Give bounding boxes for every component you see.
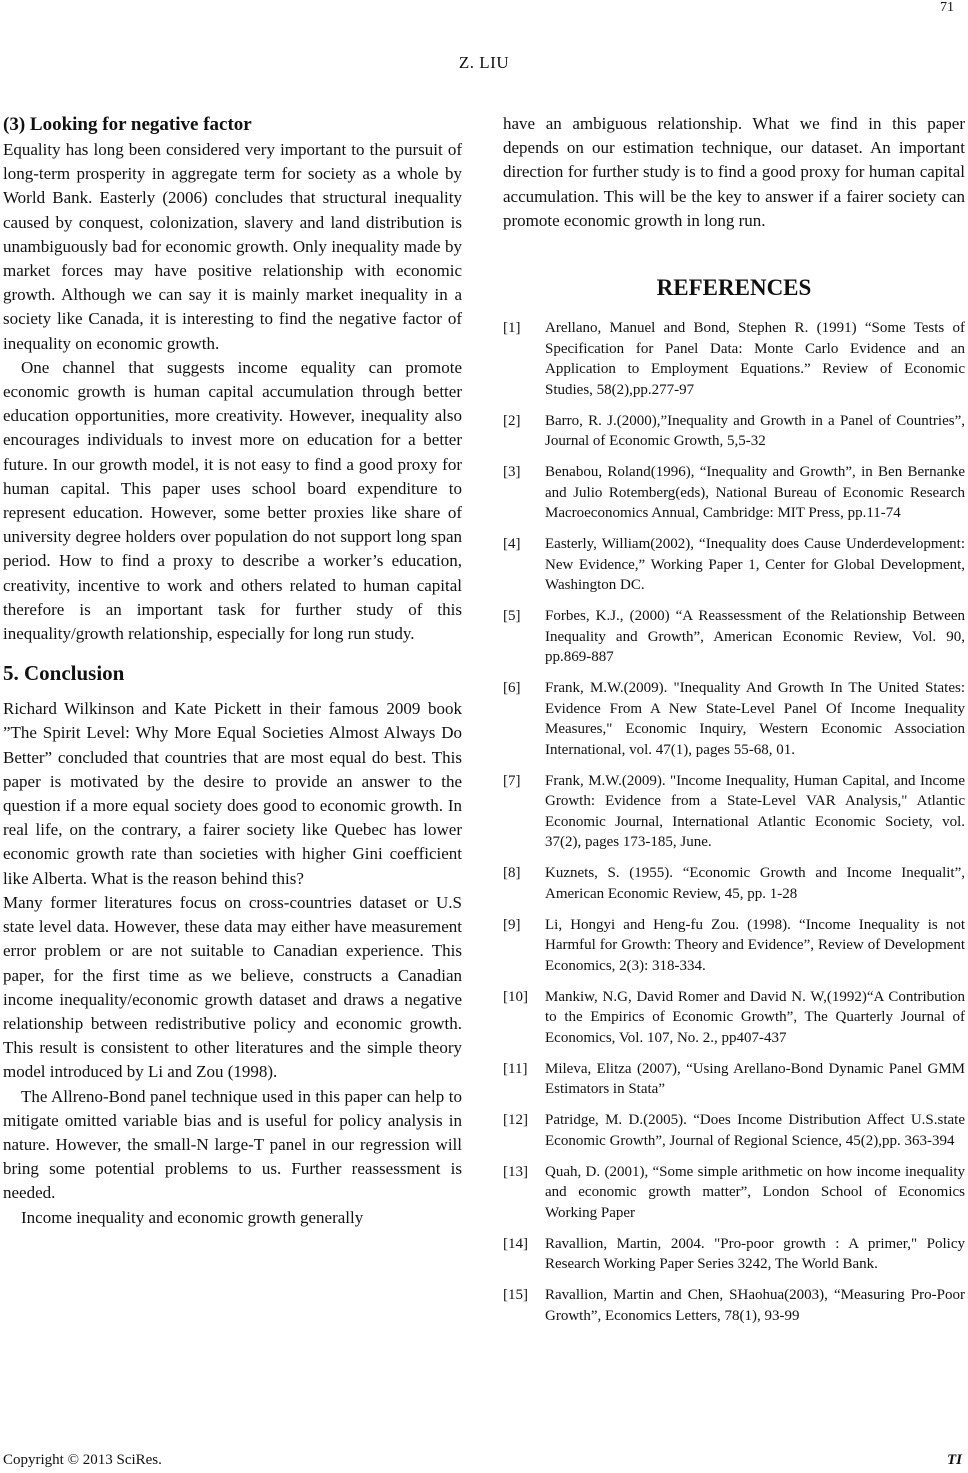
reference-text: Ravallion, Martin, 2004. "Pro-poor growth : A primer," Policy Research Working Paper Series 3242, The World Bank.	[545, 1235, 965, 1273]
paragraph: Income inequality and economic growth generally	[21, 1207, 364, 1227]
reference-text: Ravallion, Martin and Chen, SHaohua(2003), “Measuring Pro-Poor Growth”, Economics Letters, 78(1), 93-99	[545, 1287, 965, 1324]
reference-number: [7]	[503, 772, 521, 789]
reference-text: Arellano, Manuel and Bond, Stephen R. (1991) “Some Tests of Specification for Panel Data: Monte Carlo Evidence and an Application to Employment Equations.” Review of Economic Studies, 58(2),pp.277-97	[545, 320, 965, 398]
paragraph: One channel that suggests income equality can promote economic growth is human capital accumulation through better education opportunities, more creativity. However, inequality also encourages individuals to invest more on education for a better future. In our growth model, it is not easy to find a good proxy for human capital. This paper uses school board expenditure to represent education. However, some better proxies like share of university degree holders over population do not support long span period. How to find a proxy to describe a worker’s education, creativity, incentive to work and others related to human capital therefore is an important task for further study of this inequality/growth relationship, especially for long run study.	[3, 357, 462, 644]
reference-list	[503, 318, 965, 1326]
right-column	[503, 112, 965, 1337]
reference-text: Quah, D. (2001), “Some simple arithmetic on how income inequality and economic growth matter”, London School of Economics Working Paper	[545, 1163, 965, 1221]
reference-item	[503, 1234, 965, 1275]
reference-item	[503, 771, 965, 853]
reference-item	[503, 1162, 965, 1224]
reference-item	[503, 1285, 965, 1326]
reference-item	[503, 863, 965, 904]
reference-text: Barro, R. J.(2000),”Inequality and Growth in a Panel of Countries”, Journal of Economic Growth, 5,5-32	[545, 412, 965, 450]
reference-number: [9]	[503, 916, 521, 933]
paragraph: The Allreno-Bond panel technique used in this paper can help to mitigate omitted variable bias and is useful for policy analysis in nature. However, the small-N large-T panel in our regression will bring some potential problems to us. Further reassessment is needed.	[3, 1086, 462, 1203]
paragraph: Richard Wilkinson and Kate Pickett in their famous 2009 book ”The Spirit Level: Why More Equal Societies Almost Always Do Better” concluded that countries that are most equal do best. This paper is motivated by the desire to provide an answer to the question if a more equal society does good to economic growth. In real life, on the contrary, a fairer society like Quebec has lower economic growth rate than societies with higher Gini coefficient like Alberta. What is the reason behind this?	[3, 699, 462, 888]
reference-item	[503, 678, 965, 760]
reference-number: [12]	[503, 1112, 528, 1129]
journal-abbreviation: TI	[947, 1452, 962, 1468]
reference-text: Mankiw, N.G, David Romer and David N. W,(1992)“A Contribution to the Empirics of Economic Growth”, The Quarterly Journal of Economics, Vol. 107, No. 2., pp407-437	[545, 988, 965, 1046]
reference-number: [6]	[503, 680, 521, 697]
reference-number: [4]	[503, 536, 521, 553]
page-number: 71	[940, 0, 954, 15]
reference-number: [15]	[503, 1287, 528, 1304]
reference-text: Benabou, Roland(1996), “Inequality and Growth”, in Ben Bernanke and Julio Rotemberg(eds), National Bureau of Economic Research Macroeconomics Annual, Cambridge: MIT Press, pp.11-74	[545, 464, 965, 522]
reference-item	[503, 318, 965, 400]
reference-item	[503, 462, 965, 524]
reference-item	[503, 411, 965, 452]
reference-item	[503, 1110, 965, 1151]
reference-text: Patridge, M. D.(2005). “Does Income Distribution Affect U.S.state Economic Growth”, Journal of Regional Science, 45(2),pp. 363-394	[545, 1112, 965, 1149]
reference-number: [10]	[503, 988, 528, 1005]
left-column	[3, 112, 462, 1230]
subsection-heading: (3) Looking for negative factor	[3, 114, 252, 135]
reference-text: Easterly, William(2002), “Inequality does Cause Underdevelopment: New Evidence,” Working Paper 1, Center for Global Development, Washington DC.	[545, 536, 965, 594]
reference-number: [11]	[503, 1060, 528, 1077]
reference-number: [8]	[503, 865, 521, 882]
reference-text: Frank, M.W.(2009). "Income Inequality, Human Capital, and Income Growth: Evidence from a State-Level VAR Analysis," Atlantic Economic Journal, International Atlantic Economic Society, vol. 37(2), pages 173-185, June.	[545, 772, 965, 851]
paragraph: have an ambiguous relationship. What we find in this paper depends on our estimation technique, our dataset. An important direction for further study is to find a good proxy for human capital accumulation. This will be the key to answer if a fairer society can promote economic growth in long run.	[503, 114, 965, 230]
reference-text: Forbes, K.J., (2000) “A Reassessment of the Relationship Between Inequality and Growth”, American Economic Review, Vol. 90, pp.869-887	[545, 608, 965, 666]
reference-number: [13]	[503, 1163, 528, 1180]
reference-number: [3]	[503, 464, 521, 481]
reference-text: Kuznets, S. (1955). “Economic Growth and Income Inequalit”, American Economic Review, 45, pp. 1-28	[545, 865, 965, 902]
reference-text: Mileva, Elitza (2007), “Using Arellano-Bond Dynamic Panel GMM Estimators in Stata”	[545, 1060, 965, 1098]
reference-item	[503, 915, 965, 977]
paragraph: Equality has long been considered very important to the pursuit of long-term prosperity in aggregate term for society as a whole by World Bank. Easterly (2006) concludes that structural inequality caused by conquest, colonization, slavery and land distribution is unambiguously bad for economic growth. Only inequality made by market forces may have positive relationship with economic growth. Although we can say it is mainly market inequality in a society like Canada, it is interesting to find the negative factor of inequality on economic growth.	[3, 140, 462, 353]
running-head: Z. LIU	[458, 53, 510, 72]
reference-text: Li, Hongyi and Heng-fu Zou. (1998). “Income Inequality is not Harmful for Growth: Theory and Evidence”, Review of Development Economics, 2(3): 318-334.	[545, 916, 965, 974]
copyright-notice: Copyright © 2013 SciRes.	[3, 1452, 162, 1468]
reference-number: [14]	[503, 1235, 528, 1252]
reference-item	[503, 1059, 965, 1100]
paragraph: Many former literatures focus on cross-countries dataset or U.S state level data. However, these data may either have measurement error problem or are not suitable to Canadian experience. This paper, for the first time as we believe, constructs a Canadian income inequality/economic growth dataset and draws a negative relationship between redistributive policy and economic growth. This result is consistent to other literatures and the simple theory model introduced by Li and Zou (1998).	[3, 892, 462, 1082]
references-heading: REFERENCES	[656, 275, 812, 301]
section-heading: 5. Conclusion	[3, 661, 125, 686]
reference-number: [2]	[503, 412, 521, 429]
reference-text: Frank, M.W.(2009). "Inequality And Growth In The United States: Evidence From A New State-Level Panel Of Income Inequality Measures," Economic Inquiry, Western Economic Association International, vol. 47(1), pages 55-68, 01.	[545, 680, 965, 758]
reference-item	[503, 534, 965, 596]
reference-number: [1]	[503, 320, 521, 337]
reference-number: [5]	[503, 608, 521, 625]
reference-item	[503, 606, 965, 668]
reference-item	[503, 987, 965, 1049]
